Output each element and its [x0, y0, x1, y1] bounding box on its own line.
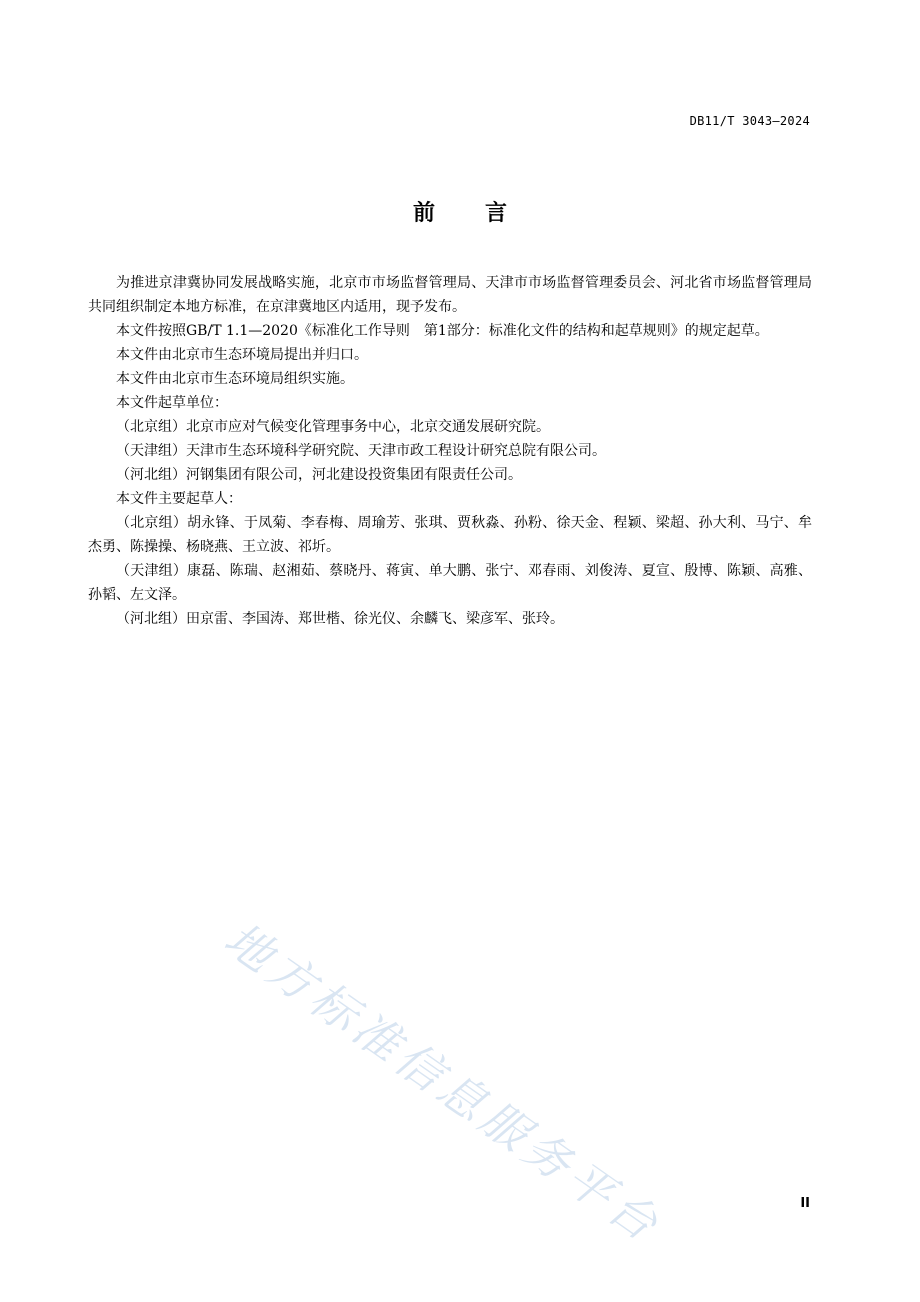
paragraph-units-tianjin: （天津组）天津市生态环境科学研究院、天津市政工程设计研究总院有限公司。 [116, 443, 606, 459]
page-title [0, 196, 920, 227]
paragraph-units-hebei: （河北组）河钢集团有限公司，河北建设投资集团有限责任公司。 [116, 467, 522, 483]
page-title-char-2: 言 [485, 201, 508, 226]
paragraph-proposer: 本文件由北京市生态环境局提出并归口。 [116, 347, 368, 363]
page-title-char-1: 前 [412, 201, 435, 226]
foreword-body [88, 271, 812, 631]
paragraph-drafting-rules: 本文件按照GB/T 1.1—2020《标准化工作导则 第1部分：标准化文件的结构和起草规则》的规定起草。 [116, 323, 769, 339]
paragraph-drafters-hebei: （河北组）田京雷、李国涛、郑世楷、徐光仪、余麟飞、梁彦军、张玲。 [116, 611, 564, 627]
paragraph-implementer: 本文件由北京市生态环境局组织实施。 [116, 371, 354, 387]
paragraph-drafting-units-heading: 本文件起草单位： [116, 395, 228, 411]
paragraph-drafters-beijing: （北京组）胡永锋、于凤菊、李春梅、周瑜芳、张琪、贾秋淼、孙粉、徐天金、程颖、梁超、孙大利、马宁、牟杰勇、陈操操、杨晓燕、王立波、祁圻。 [88, 515, 812, 555]
paragraph-units-beijing: （北京组）北京市应对气候变化管理事务中心，北京交通发展研究院。 [116, 419, 550, 435]
page-number: II [800, 1196, 810, 1211]
watermark: 地方标准信息服务平台 [214, 911, 672, 1254]
paragraph-drafters-tianjin: （天津组）康磊、陈瑞、赵湘茹、蔡晓丹、蒋寅、单大鹏、张宁、邓春雨、刘俊涛、夏宣、殷博、陈颖、高雅、孙韬、左文泽。 [88, 563, 812, 603]
paragraph-intro: 为推进京津冀协同发展战略实施，北京市市场监督管理局、天津市市场监督管理委员会、河北省市场监督管理局共同组织制定本地方标准，在京津冀地区内适用，现予发布。 [88, 275, 812, 315]
document-id: DB11/T 3043—2024 [689, 114, 810, 128]
paragraph-drafters-heading: 本文件主要起草人： [116, 491, 242, 507]
